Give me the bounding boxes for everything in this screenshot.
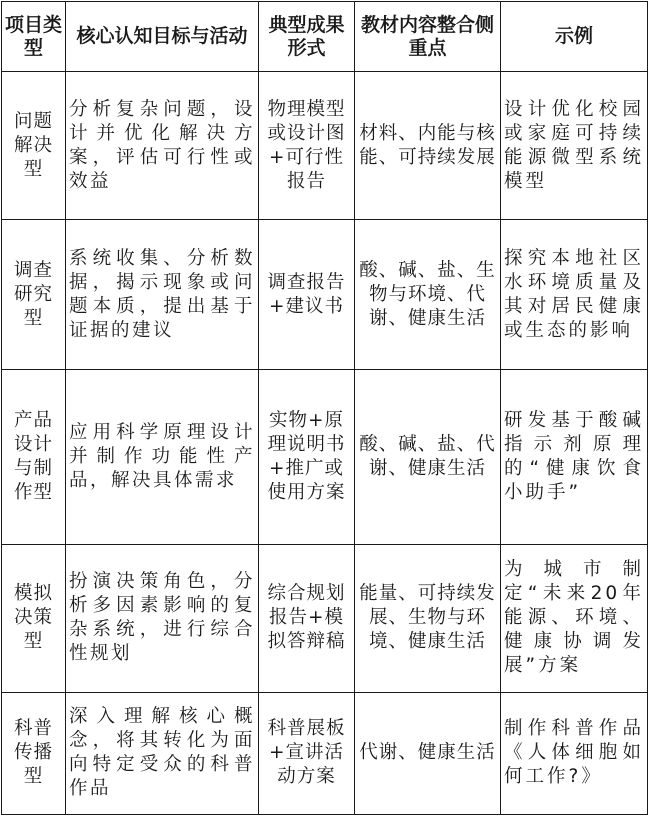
header-typical-output: 典型成果形式 bbox=[259, 2, 355, 72]
core-goal-cell: 应用科学原理设计并制作功能性产品，解决具体需求 bbox=[66, 370, 259, 544]
header-core-goal: 核心认知目标与活动 bbox=[66, 2, 259, 72]
example-cell: 研发基于酸碱指示剂原理的“健康饮食小助手” bbox=[501, 370, 648, 544]
core-goal-cell: 系统收集、分析数据，揭示现象或问题本质，提出基于证据的建议 bbox=[66, 220, 259, 370]
table-header-row bbox=[2, 2, 648, 72]
project-type-cell: 问题解决型 bbox=[2, 72, 66, 220]
content-focus-cell: 材料、内能与核能、可持续发展 bbox=[355, 72, 501, 220]
header-example: 示例 bbox=[501, 2, 648, 72]
table-row bbox=[2, 220, 648, 370]
example-cell: 为城市制定“未来20年能源、环境、健康协调发展”方案 bbox=[501, 544, 648, 692]
content-focus-cell: 能量、可持续发展、生物与环境、健康生活 bbox=[355, 544, 501, 692]
project-type-cell: 产品设计与制作型 bbox=[2, 370, 66, 544]
typical-output-cell: 物理模型或设计图+可行性报告 bbox=[259, 72, 355, 220]
table-row bbox=[2, 544, 648, 692]
typical-output-cell: 调查报告+建议书 bbox=[259, 220, 355, 370]
example-cell: 制作科普作品《人体细胞如何工作?》 bbox=[501, 692, 648, 814]
typical-output-cell: 科普展板+宣讲活动方案 bbox=[259, 692, 355, 814]
typical-output-cell: 综合规划报告+模拟答辩稿 bbox=[259, 544, 355, 692]
table-row bbox=[2, 692, 648, 814]
example-cell: 设计优化校园或家庭可持续能源微型系统模型 bbox=[501, 72, 648, 220]
project-types-table bbox=[1, 1, 648, 815]
header-content-focus: 教材内容整合侧重点 bbox=[355, 2, 501, 72]
project-type-cell: 科普传播型 bbox=[2, 692, 66, 814]
content-focus-cell: 酸、碱、盐、生物与环境、代谢、健康生活 bbox=[355, 220, 501, 370]
table-row bbox=[2, 72, 648, 220]
content-focus-cell: 代谢、健康生活 bbox=[355, 692, 501, 814]
core-goal-cell: 扮演决策角色，分析多因素影响的复杂系统，进行综合性规划 bbox=[66, 544, 259, 692]
project-type-cell: 调查研究型 bbox=[2, 220, 66, 370]
typical-output-cell: 实物+原理说明书+推广或使用方案 bbox=[259, 370, 355, 544]
core-goal-cell: 分析复杂问题，设计并优化解决方案，评估可行性或效益 bbox=[66, 72, 259, 220]
content-focus-cell: 酸、碱、盐、代谢、健康生活 bbox=[355, 370, 501, 544]
example-cell: 探究本地社区水环境质量及其对居民健康或生态的影响 bbox=[501, 220, 648, 370]
header-project-type: 项目类型 bbox=[2, 2, 66, 72]
project-type-cell: 模拟决策型 bbox=[2, 544, 66, 692]
table-row bbox=[2, 370, 648, 544]
core-goal-cell: 深入理解核心概念，将其转化为面向特定受众的科普作品 bbox=[66, 692, 259, 814]
